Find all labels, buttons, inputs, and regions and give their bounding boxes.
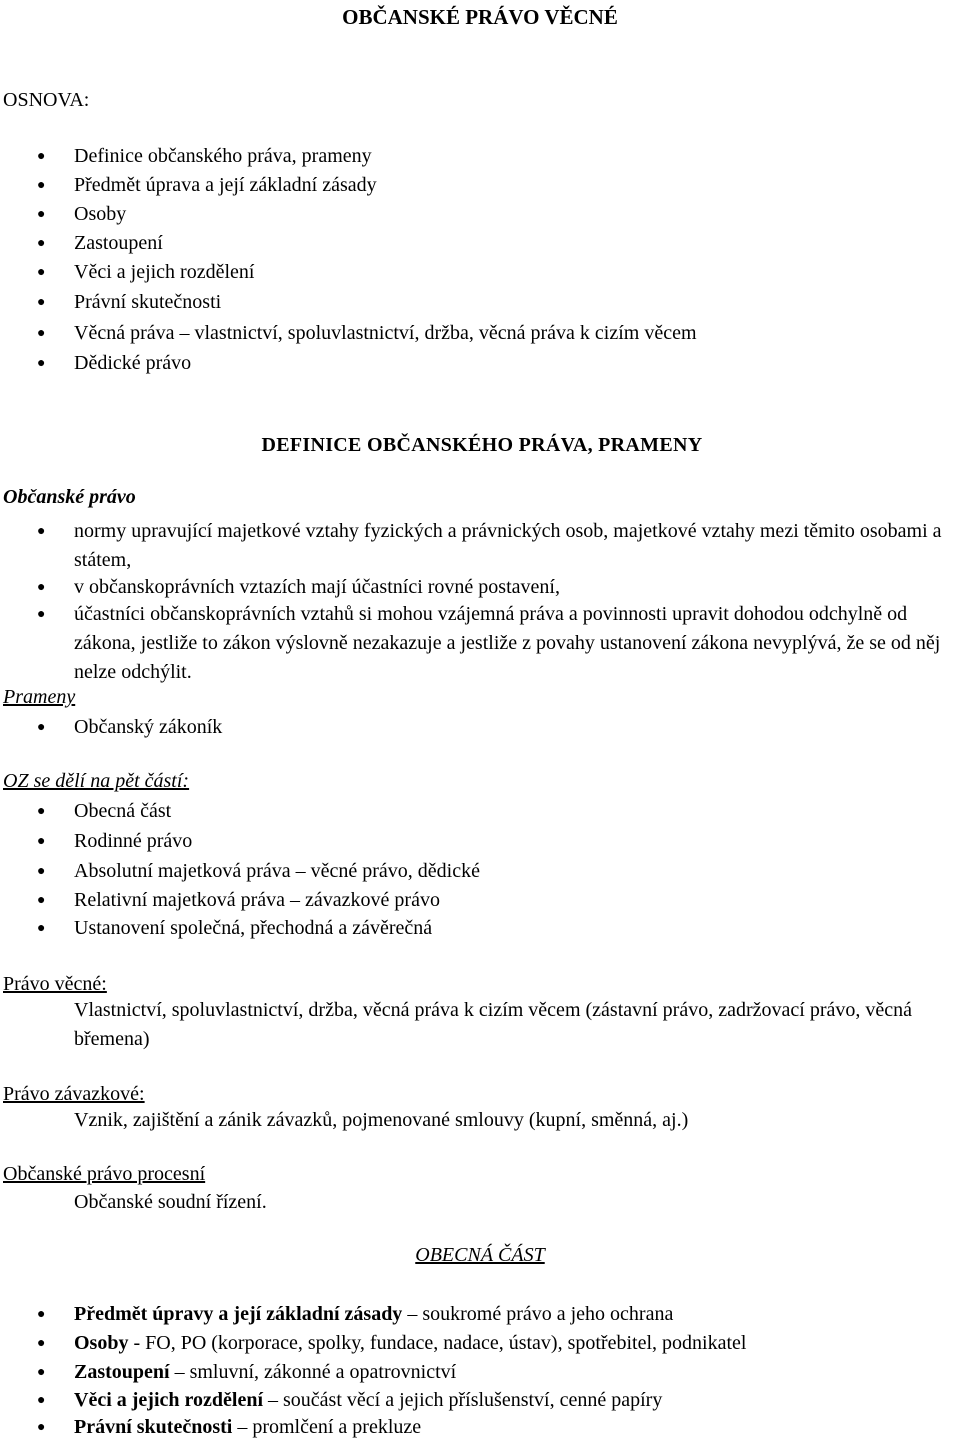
list-item (74, 1358, 456, 1387)
item-term: Právní skutečnosti (74, 1416, 233, 1438)
list-item: v občanskoprávních vztazích mají účastníci rovné postavení, (74, 576, 560, 598)
list-item: normy upravující majetkové vztahy fyzických a právnických osob, majetkové vztahy mezi těmito osobami a státem, (74, 520, 942, 571)
bullet-icon: ● (37, 1365, 46, 1380)
page-title: OBČANSKÉ PRÁVO VĚCNÉ (342, 5, 618, 29)
bullet-icon: ● (37, 921, 46, 936)
bullet-icon: ● (37, 265, 46, 280)
oz-heading: OZ se dělí na pět částí: (3, 770, 190, 792)
bullet-icon: ● (37, 720, 46, 735)
list-item: Zastoupení (74, 232, 163, 254)
list-item (74, 1386, 662, 1415)
bullet-icon: ● (37, 1336, 46, 1351)
pravo-vecne-heading: Právo věcné: (3, 973, 107, 995)
osnova-heading: OSNOVA: (3, 89, 90, 111)
bullet-icon: ● (37, 804, 46, 819)
list-item: Občanský zákoník (74, 716, 223, 738)
bullet-icon: ● (37, 1393, 46, 1408)
procesni-text: Občanské soudní řízení. (74, 1191, 267, 1213)
item-term: Osoby (74, 1332, 129, 1354)
list-item: Absolutní majetková práva – věcné právo, dědické (74, 860, 480, 882)
list-item (74, 1329, 746, 1358)
list-item: Věci a jejich rozdělení (74, 261, 255, 283)
bullet-icon: ● (37, 295, 46, 310)
obecna-cast-heading: OBECNÁ ČÁST (415, 1244, 545, 1266)
pravo-zavazkove-heading: Právo závazkové: (3, 1083, 145, 1105)
item-description: – součást věcí a jejich příslušenství, cenné papíry (263, 1389, 663, 1411)
item-description: – smluvní, zákonné a opatrovnictví (169, 1361, 457, 1383)
list-item: Věcná práva – vlastnictví, spoluvlastnictví, držba, věcná práva k cizím věcem (74, 322, 697, 344)
bullet-icon: ● (37, 236, 46, 251)
item-term: Zastoupení (74, 1361, 170, 1383)
list-item: Ustanovení společná, přechodná a závěrečná (74, 917, 433, 939)
item-description: - FO, PO (korporace, spolky, fundace, nadace, ústav), spotřebitel, podnikatel (128, 1332, 747, 1354)
obcanske-pravo-heading: Občanské právo (3, 486, 136, 508)
bullet-icon: ● (37, 893, 46, 908)
list-item (74, 1413, 421, 1442)
bullet-icon: ● (37, 524, 46, 539)
section-heading-definice: DEFINICE OBČANSKÉHO PRÁVA, PRAMENY (261, 434, 703, 456)
list-item: Právní skutečnosti (74, 291, 222, 313)
list-item: Dědické právo (74, 352, 192, 374)
list-item: účastníci občanskoprávních vztahů si mohou vzájemná práva a povinnosti upravit dohodou odchylně od zákona, jestliže to zákon výslovně nezakazuje a jestliže z povahy ustanovení zákona nevyplývá, že se od něj nelze odchýlit. (74, 603, 941, 683)
prameny-heading: Prameny (3, 686, 76, 708)
bullet-icon: ● (37, 607, 46, 622)
procesni-heading: Občanské právo procesní (3, 1163, 206, 1185)
list-item: Předmět úprava a její základní zásady (74, 174, 377, 196)
bullet-icon: ● (37, 207, 46, 222)
bullet-icon: ● (37, 1420, 46, 1435)
bullet-icon: ● (37, 864, 46, 879)
bullet-icon: ● (37, 580, 46, 595)
item-term: Předmět úpravy a její základní zásady (74, 1303, 403, 1325)
bullet-icon: ● (37, 1307, 46, 1322)
list-item: Obecná část (74, 800, 172, 822)
bullet-icon: ● (37, 149, 46, 164)
list-item: Osoby (74, 203, 127, 225)
list-item (74, 1300, 673, 1329)
item-description: – soukromé právo a jeho ochrana (402, 1303, 674, 1325)
bullet-icon: ● (37, 178, 46, 193)
list-item: Definice občanského práva, prameny (74, 145, 372, 167)
list-item: Relativní majetková práva – závazkové právo (74, 889, 440, 911)
pravo-vecne-text: Vlastnictví, spoluvlastnictví, držba, věcná práva k cizím věcem (zástavní právo, zadržovací právo, věcná břemena) (74, 999, 912, 1050)
pravo-zavazkove-text: Vznik, zajištění a zánik závazků, pojmenované smlouvy (kupní, směnná, aj.) (74, 1109, 689, 1131)
list-item: Rodinné právo (74, 830, 193, 852)
bullet-icon: ● (37, 326, 46, 341)
item-term: Věci a jejich rozdělení (74, 1389, 264, 1411)
bullet-icon: ● (37, 356, 46, 371)
bullet-icon: ● (37, 834, 46, 849)
item-description: – promlčení a prekluze (232, 1416, 422, 1438)
